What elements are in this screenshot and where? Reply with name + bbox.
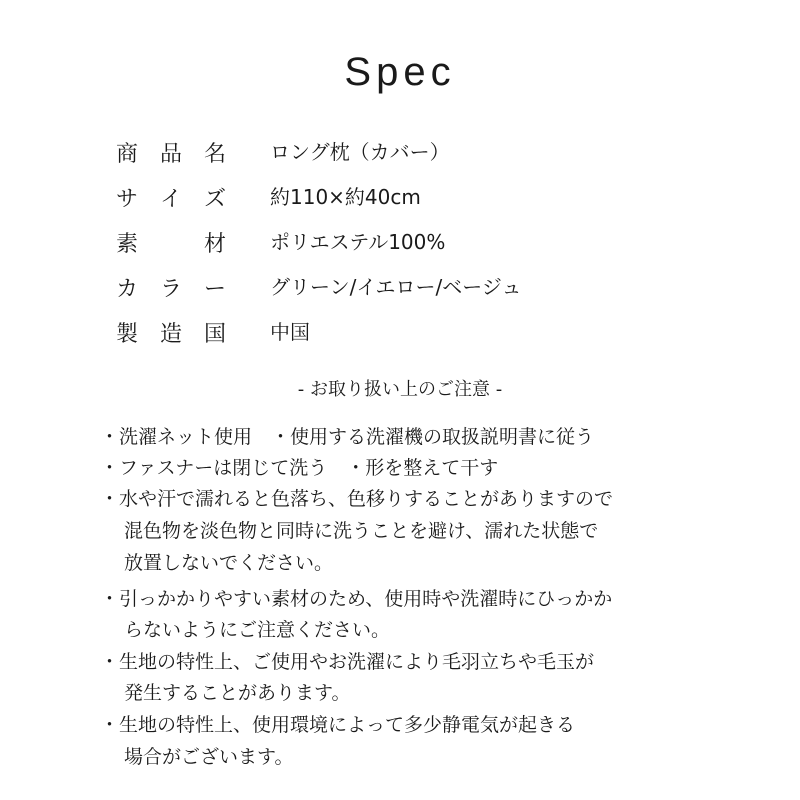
spec-row-size bbox=[0, 181, 800, 213]
care-line: 場合がございます。 bbox=[124, 746, 294, 768]
spec-label bbox=[116, 271, 226, 303]
spec-value: グリーン/イエロー/ベージュ bbox=[270, 275, 522, 299]
care-line: ・ファスナーは閉じて洗う ・形を整えて干す bbox=[100, 457, 499, 479]
spec-row-product-name bbox=[0, 136, 800, 168]
spec-label-char: 商 bbox=[116, 141, 139, 167]
spec-label-char: 名 bbox=[203, 141, 226, 167]
spec-value: 中国 bbox=[270, 320, 310, 344]
care-line: らないようにご注意ください。 bbox=[124, 619, 391, 641]
spec-label-char: 造 bbox=[159, 321, 182, 347]
care-line: 放置しないでください。 bbox=[124, 552, 334, 574]
spec-label-char: 国 bbox=[203, 321, 226, 347]
care-line: ・洗濯ネット使用 ・使用する洗濯機の取扱説明書に従う bbox=[100, 426, 595, 448]
spec-label-char: イ bbox=[159, 186, 182, 212]
spec-label-char: ズ bbox=[203, 186, 226, 212]
spec-label-char: 品 bbox=[159, 141, 182, 167]
care-line: ・水や汗で濡れると色落ち、色移りすることがありますので bbox=[100, 488, 614, 510]
care-line: ・生地の特性上、使用環境によって多少静電気が起きる bbox=[100, 714, 576, 736]
care-line: ・生地の特性上、ご使用やお洗濯により毛羽立ちや毛玉が bbox=[100, 651, 595, 673]
care-line: 発生することがあります。 bbox=[124, 682, 351, 704]
spec-label-char: 材 bbox=[203, 231, 226, 257]
spec-label-char: 素 bbox=[116, 231, 139, 257]
spec-label-char: ラ bbox=[159, 276, 182, 302]
spec-row-country bbox=[0, 316, 800, 348]
spec-label bbox=[116, 181, 226, 213]
spec-label bbox=[116, 226, 226, 258]
spec-value: ポリエステル100% bbox=[270, 230, 446, 254]
care-heading: - お取り扱い上のご注意 - bbox=[297, 379, 503, 400]
page-title: Spec bbox=[344, 50, 456, 94]
spec-label bbox=[116, 316, 226, 348]
spec-label-char: 製 bbox=[116, 321, 139, 347]
spec-label-char: ー bbox=[203, 276, 226, 302]
care-line: 混色物を淡色物と同時に洗うことを避け、濡れた状態で bbox=[124, 520, 599, 542]
spec-value: 約110×約40cm bbox=[270, 185, 421, 209]
care-line: ・引っかかりやすい素材のため、使用時や洗濯時にひっかか bbox=[100, 588, 613, 610]
spec-row-material bbox=[0, 226, 800, 258]
spec-label-char: サ bbox=[116, 186, 139, 212]
spec-label bbox=[116, 136, 226, 168]
spec-label-char: カ bbox=[116, 276, 139, 302]
spec-value: ロング枕（カバー） bbox=[270, 140, 450, 164]
spec-row-color bbox=[0, 271, 800, 303]
